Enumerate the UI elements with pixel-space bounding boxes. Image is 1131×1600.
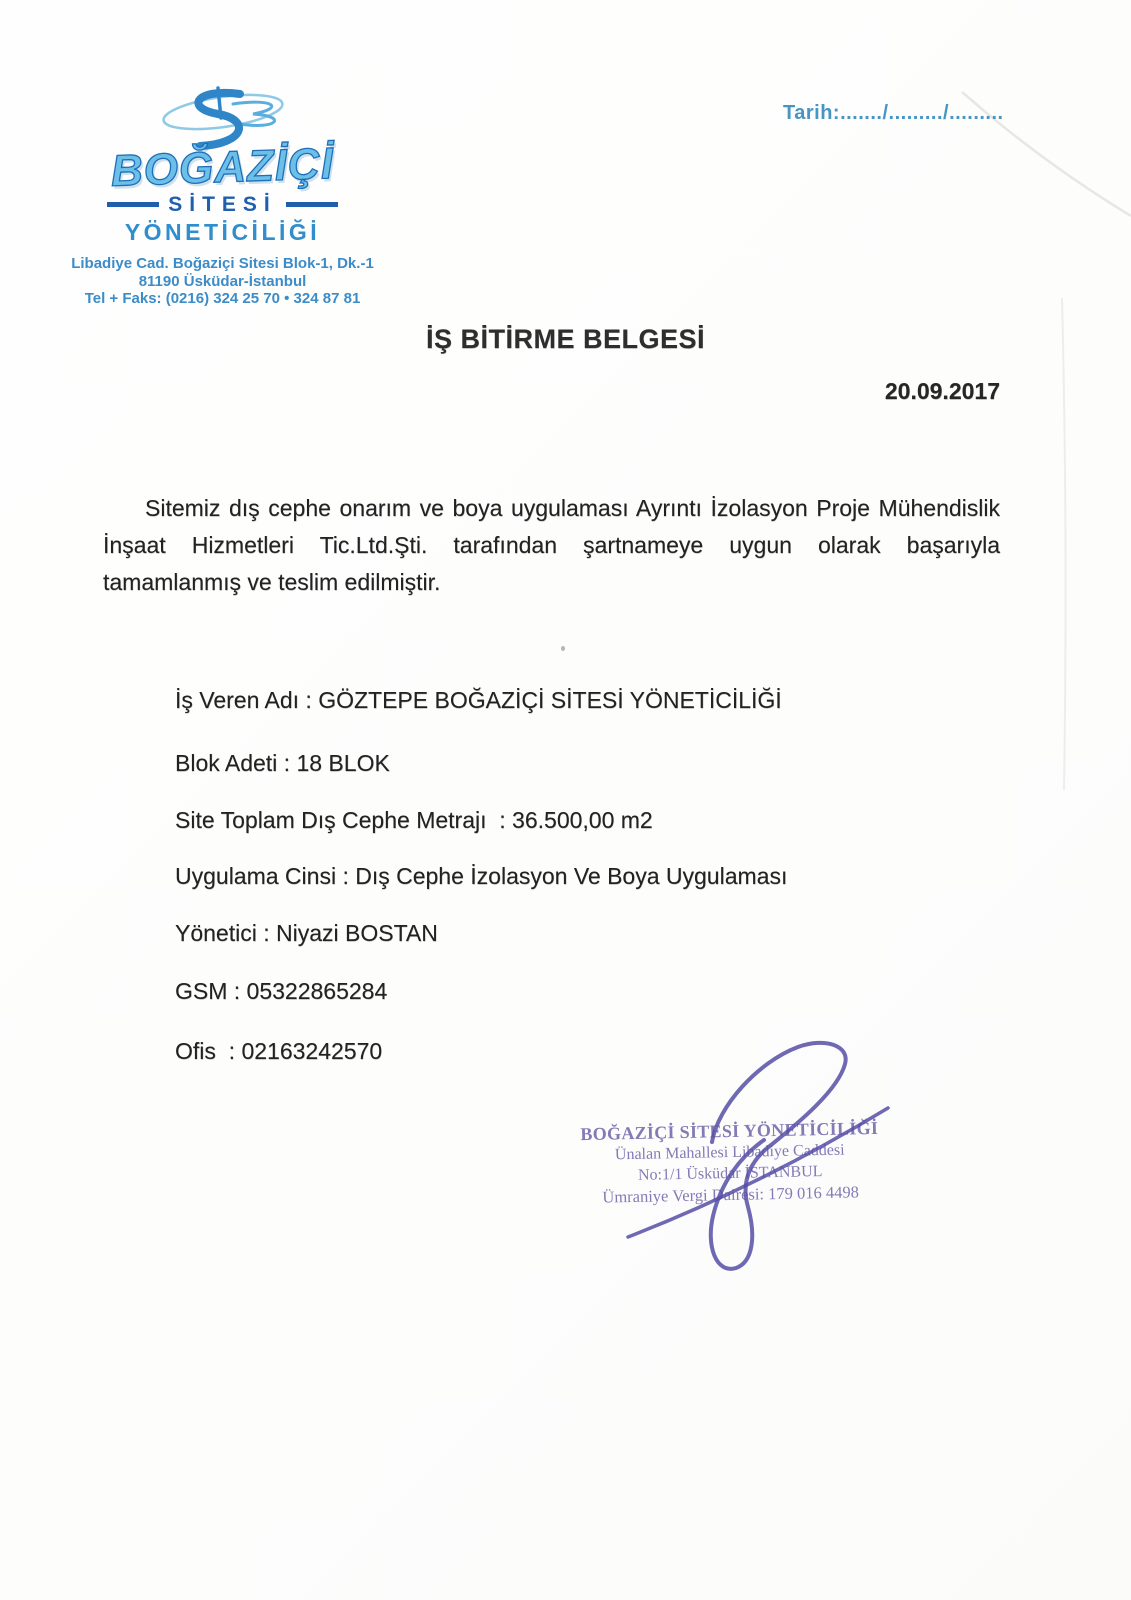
detail-manager: Yönetici : Niyazi BOSTAN [175,920,438,946]
detail-work-type: Uygulama Cinsi : Dış Cephe İzolasyon Ve Boya Uygulaması [175,863,788,889]
document-title: İŞ BİTİRME BELGESİ [425,324,706,354]
logo-address-block [55,255,390,308]
stamp-line-1: BOĞAZİÇİ SİTESİ YÖNETİCİLİĞİ [580,1117,879,1145]
detail-facade-area: Site Toplam Dış Cephe Metrajı : 36.500,00 m2 [175,807,653,833]
detail-office-phone: Ofis : 02163242570 [175,1038,383,1064]
fold-crease-right [1062,298,1066,790]
logo-address-line-2: 81190 Üsküdar-İstanbul [138,272,307,290]
stamp-line-3: No:1/1 Üsküdar İSTANBUL [637,1163,823,1184]
logo-company-name: BOĞAZİÇİ [110,139,335,196]
company-stamp [579,1118,881,1209]
stamp-line-4: Ümraniye Vergi Dairesi: 179 016 4498 [602,1182,860,1207]
logo-address-line-3: Tel + Faks: (0216) 324 25 70 • 324 87 81 [84,290,361,307]
date-fill-line: Tarih:......./........./......... [783,102,1004,124]
company-logo [55,86,390,308]
stamp-line-2: Ünalan Mahallesi Libadiye Caddesi [614,1141,845,1164]
logo-sitesi-row [55,194,390,215]
document-date: 20.09.2017 [884,378,1000,404]
detail-gsm-phone: GSM : 05322865284 [175,978,388,1004]
body-paragraph: Sitemiz dış cephe onarım ve boya uygulaması Ayrıntı İzolasyon Proje Mühendislik İnşaat Hizmetleri Tic.Ltd.Şti. tarafından şartnameye uygun olarak başarıyla tamamlanmış ve teslim edilmiştir. [103,495,1000,595]
logo-yoneticiligi-text: YÖNETİCİLİĞİ [124,219,321,245]
logo-address-line-1: Libadiye Cad. Boğaziçi Sitesi Blok-1, Dk.-1 [71,255,374,272]
scan-speck [561,646,565,651]
detail-block-count: Blok Adeti : 18 BLOK [175,750,390,776]
logo-right-bar [286,202,338,207]
detail-employer: İş Veren Adı : GÖZTEPE BOĞAZİÇİ SİTESİ YÖNETİCİLİĞİ [175,687,782,713]
logo-sitesi-text: SİTESİ [168,193,277,216]
logo-left-bar [107,202,159,207]
